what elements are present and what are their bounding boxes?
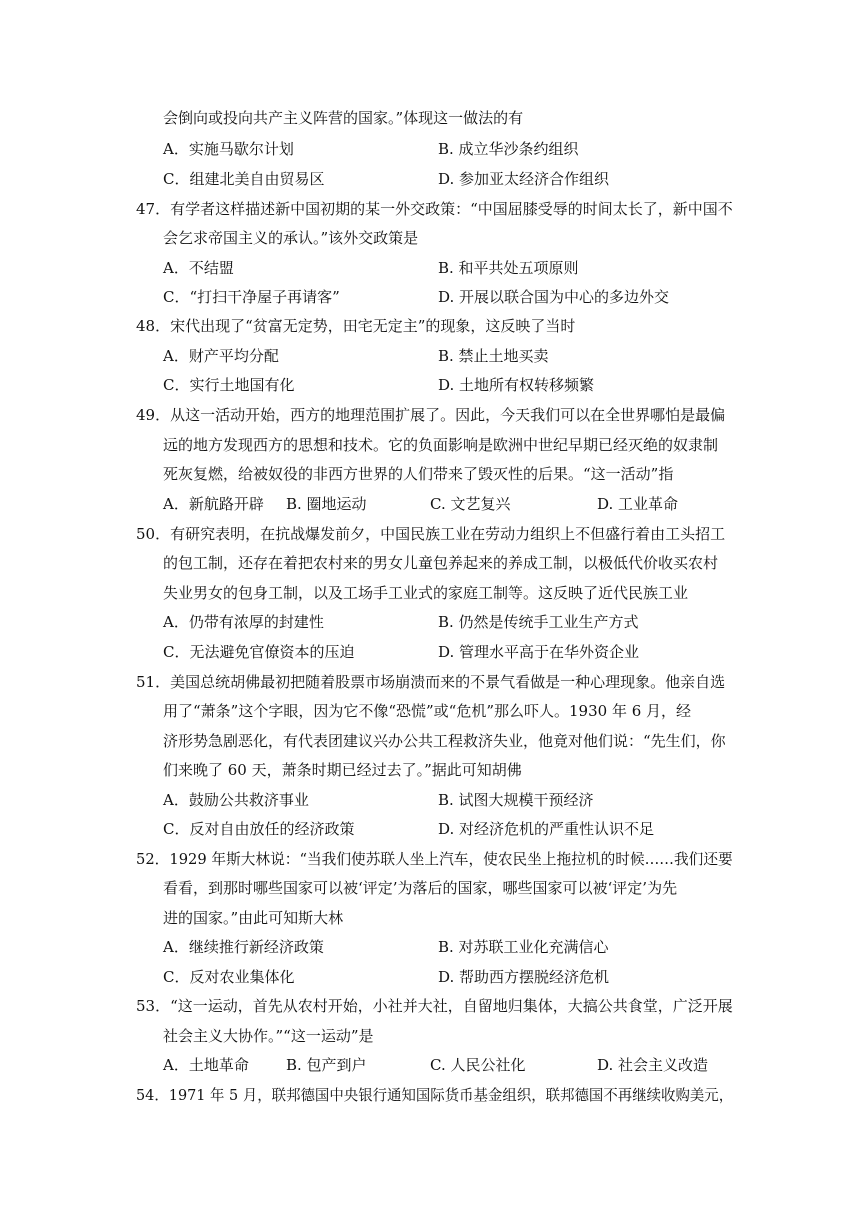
q49-stem-line-2: 远的地方发现西方的思想和技术。它的负面影响是欧洲中世纪早期已经灭绝的奴隶制 (163, 436, 719, 454)
q50-option-b: B. 仍然是传统手工业生产方式 (438, 613, 639, 631)
q46-option-b: B. 成立华沙条约组织 (438, 140, 579, 158)
q50-option-d: D. 管理水平高于在华外资企业 (438, 643, 640, 661)
q47-stem-line-1: 47．有学者这样描述新中国初期的某一外交政策：“中国屈膝受辱的时间太长了，新中国不 (136, 200, 733, 218)
q47-option-b: B. 和平共处五项原则 (438, 259, 579, 277)
q49-stem-line-3: 死灰复燃，给被奴役的非西方世界的人们带来了毁灭性的后果。“这一活动”指 (163, 465, 674, 483)
q52-stem-line-2: 看看，到那时哪些国家可以被‘评定’为落后的国家，哪些国家可以被‘评定’为先 (163, 879, 678, 897)
q53-stem-line-1: 53．“这一运动，首先从农村开始，小社并大社，自留地归集体，大搞公共食堂，广泛开展 (136, 997, 733, 1015)
q50-stem-line-3: 失业男女的包身工制，以及工场手工业式的家庭工制等。这反映了近代民族工业 (163, 584, 689, 602)
q52-option-c: C．反对农业集体化 (163, 968, 295, 986)
q53-option-a: A．土地革命 (163, 1056, 249, 1074)
q50-option-a: A．仍带有浓厚的封建性 (163, 613, 324, 631)
q51-option-b: B. 试图大规模干预经济 (438, 791, 594, 809)
q49-option-d: D. 工业革命 (597, 495, 679, 513)
q51-stem-line-1: 51．美国总统胡佛最初把随着股票市场崩溃而来的不景气看做是一种心理现象。他亲自选 (136, 673, 726, 691)
q48-option-d: D. 土地所有权转移频繁 (438, 376, 595, 394)
q47-option-d: D. 开展以联合国为中心的多边外交 (438, 288, 670, 306)
q52-option-b: B. 对苏联工业化充满信心 (438, 938, 609, 956)
q46-option-d: D. 参加亚太经济合作组织 (438, 170, 610, 188)
q51-stem-line-4: 们来晚了 60 天，萧条时期已经过去了。”据此可知胡佛 (163, 761, 522, 779)
q48-option-b: B. 禁止土地买卖 (438, 347, 549, 365)
q51-stem-line-2: 用了“萧条”这个字眼，因为它不像“恐慌”或“危机”那么吓人。1930 年 6 月，经 (163, 702, 692, 720)
q51-option-a: A．鼓励公共救济事业 (163, 791, 309, 809)
q51-option-d: D. 对经济危机的严重性认识不足 (438, 820, 655, 838)
q52-stem-line-1: 52．1929 年斯大林说：“当我们使苏联人坐上汽车，使农民坐上拖拉机的时候……我们还要 (136, 850, 733, 868)
q50-option-c: C．无法避免官僚资本的压迫 (163, 643, 355, 661)
q53-option-b: B. 包产到户 (286, 1056, 367, 1074)
q52-stem-line-3: 进的国家。”由此可知斯大林 (163, 909, 344, 927)
q48-option-c: C．实行土地国有化 (163, 376, 295, 394)
q53-option-d: D. 社会主义改造 (597, 1056, 709, 1074)
q49-option-c: C. 文艺复兴 (430, 495, 511, 513)
q51-option-c: C．反对自由放任的经济政策 (163, 820, 355, 838)
q52-option-a: A．继续推行新经济政策 (163, 938, 324, 956)
q46-option-c: C．组建北美自由贸易区 (163, 170, 325, 188)
q47-option-c: C．“打扫干净屋子再请客” (163, 288, 340, 306)
q47-option-a: A．不结盟 (163, 259, 234, 277)
q49-stem-line-1: 49．从这一活动开始，西方的地理范围扩展了。因此，今天我们可以在全世界哪怕是最偏 (136, 406, 726, 424)
q51-stem-line-3: 济形势急剧恶化，有代表团建议兴办公共工程救济失业，他竟对他们说：“先生们，你 (163, 732, 726, 750)
q48-stem-line-1: 48．宋代出现了“贫富无定势，田宅无定主”的现象，这反映了当时 (136, 317, 576, 335)
q46-option-a: A．实施马歇尔计划 (163, 140, 294, 158)
q52-option-d: D. 帮助西方摆脱经济危机 (438, 968, 610, 986)
q53-stem-line-2: 社会主义大协作。”“这一运动”是 (163, 1027, 374, 1045)
q46-stem-line-1: 会倒向或投向共产主义阵营的国家。”体现这一做法的有 (163, 109, 524, 127)
q50-stem-line-2: 的包工制，还存在着把农村来的男女儿童包养起来的养成工制，以极低代价收买农村 (163, 554, 719, 572)
q49-option-a: A．新航路开辟 (163, 495, 264, 513)
q50-stem-line-1: 50．有研究表明，在抗战爆发前夕，中国民族工业在劳动力组织上不但盛行着由工头招工 (136, 525, 726, 543)
q54-stem-line-1: 54．1971 年 5 月，联邦德国中央银行通知国际货币基金组织，联邦德国不再继续收购美元， (136, 1086, 734, 1104)
q49-option-b: B. 圈地运动 (286, 495, 367, 513)
q47-stem-line-2: 会乞求帝国主义的承认。”该外交政策是 (163, 229, 419, 247)
q48-option-a: A．财产平均分配 (163, 347, 279, 365)
q53-option-c: C. 人民公社化 (430, 1056, 526, 1074)
